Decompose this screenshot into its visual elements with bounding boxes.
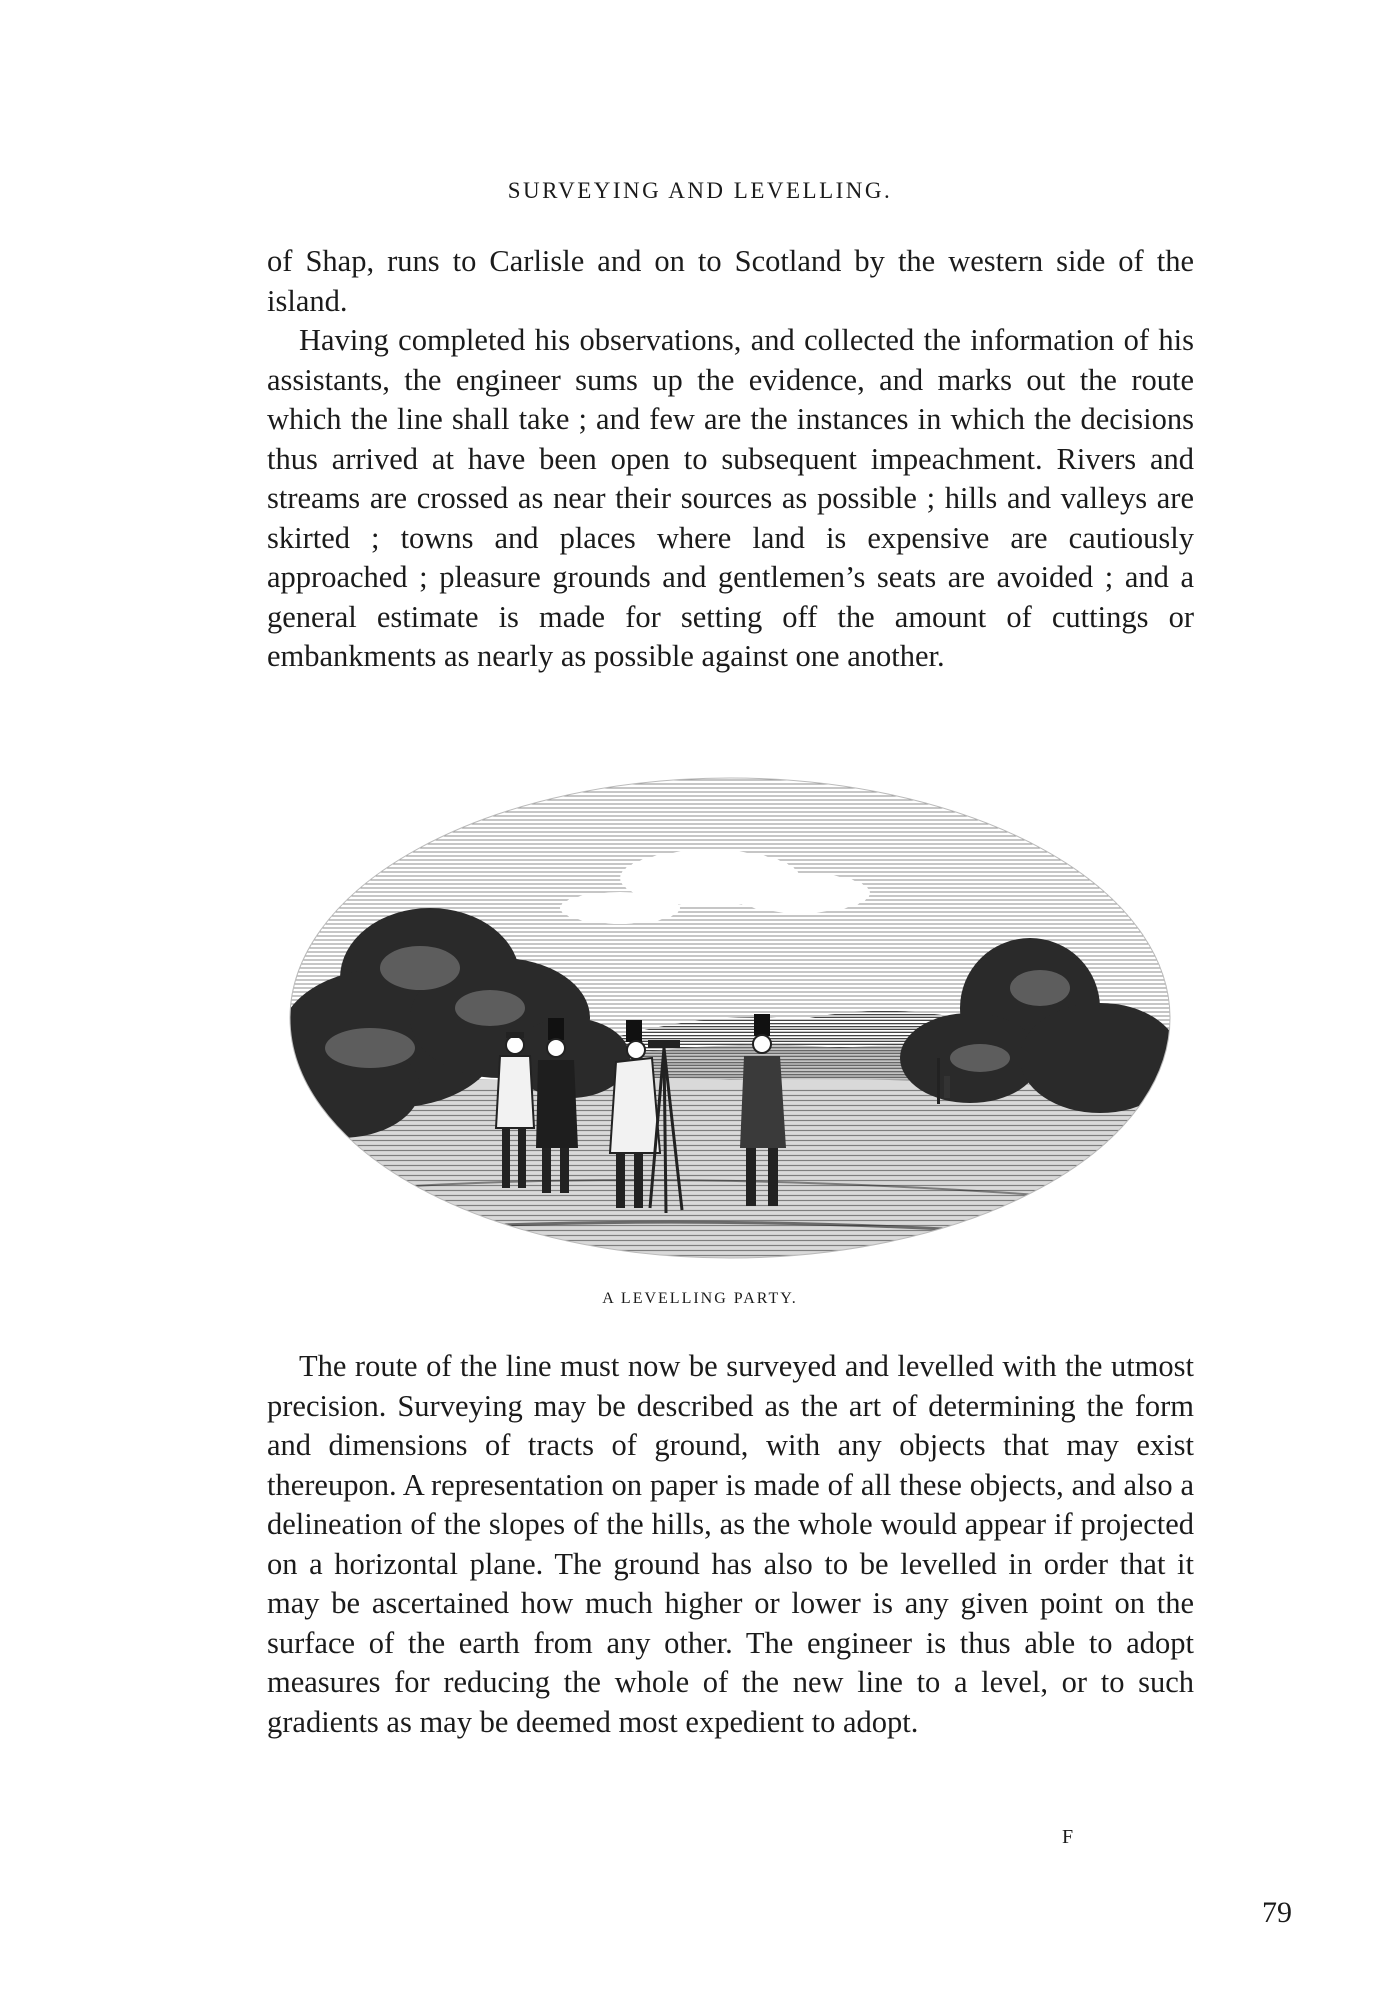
page-number: 79	[1262, 1896, 1292, 1929]
paragraph: The route of the line must now be surveyed and levelled with the utmost precision. Surveying may be described as the art of determining the form and dimensions of tracts of ground, with any objects that may exist thereupon. A representation on paper is made of all these objects, and also a delineation of the slopes of the hills, as the whole would appear if projected on a horizontal plane. The ground has also to be levelled in order that it may be ascertained how much higher or lower is any given point on the surface of the earth from any other. The engineer is thus able to adopt measures for reducing the whole of the new line to a level, or to such gradients as may be deemed most expedient to adopt.	[267, 1349, 1194, 1739]
signature-mark: F	[1062, 1826, 1074, 1848]
figure-caption: A LEVELLING PARTY.	[602, 1290, 798, 1307]
paragraph: Having completed his observations, and collected the information of his assistants, the engineer sums up the evidence, and marks out the route which the line shall take ; and few are the instances in which the decisions thus arrived at have been open to subsequent impeachment. Rivers and streams are crossed as near their sources as possible ; hills and valleys are skirted ; towns and places where land is expensive are cautiously approached ; pleasure grounds and gentlemen’s seats are avoided ; and a general estimate is made for setting off the amount of cuttings or embankments as nearly as possible against one another.	[267, 323, 1194, 673]
paragraph-continuation: of Shap, runs to Carlisle and on to Scotland by the western side of the island.	[267, 244, 1194, 318]
body-text-upper	[267, 242, 1194, 677]
levelling-party-engraving	[280, 758, 1180, 1278]
body-text-lower	[267, 1347, 1194, 1742]
running-head: SURVEYING AND LEVELLING.	[507, 178, 893, 203]
